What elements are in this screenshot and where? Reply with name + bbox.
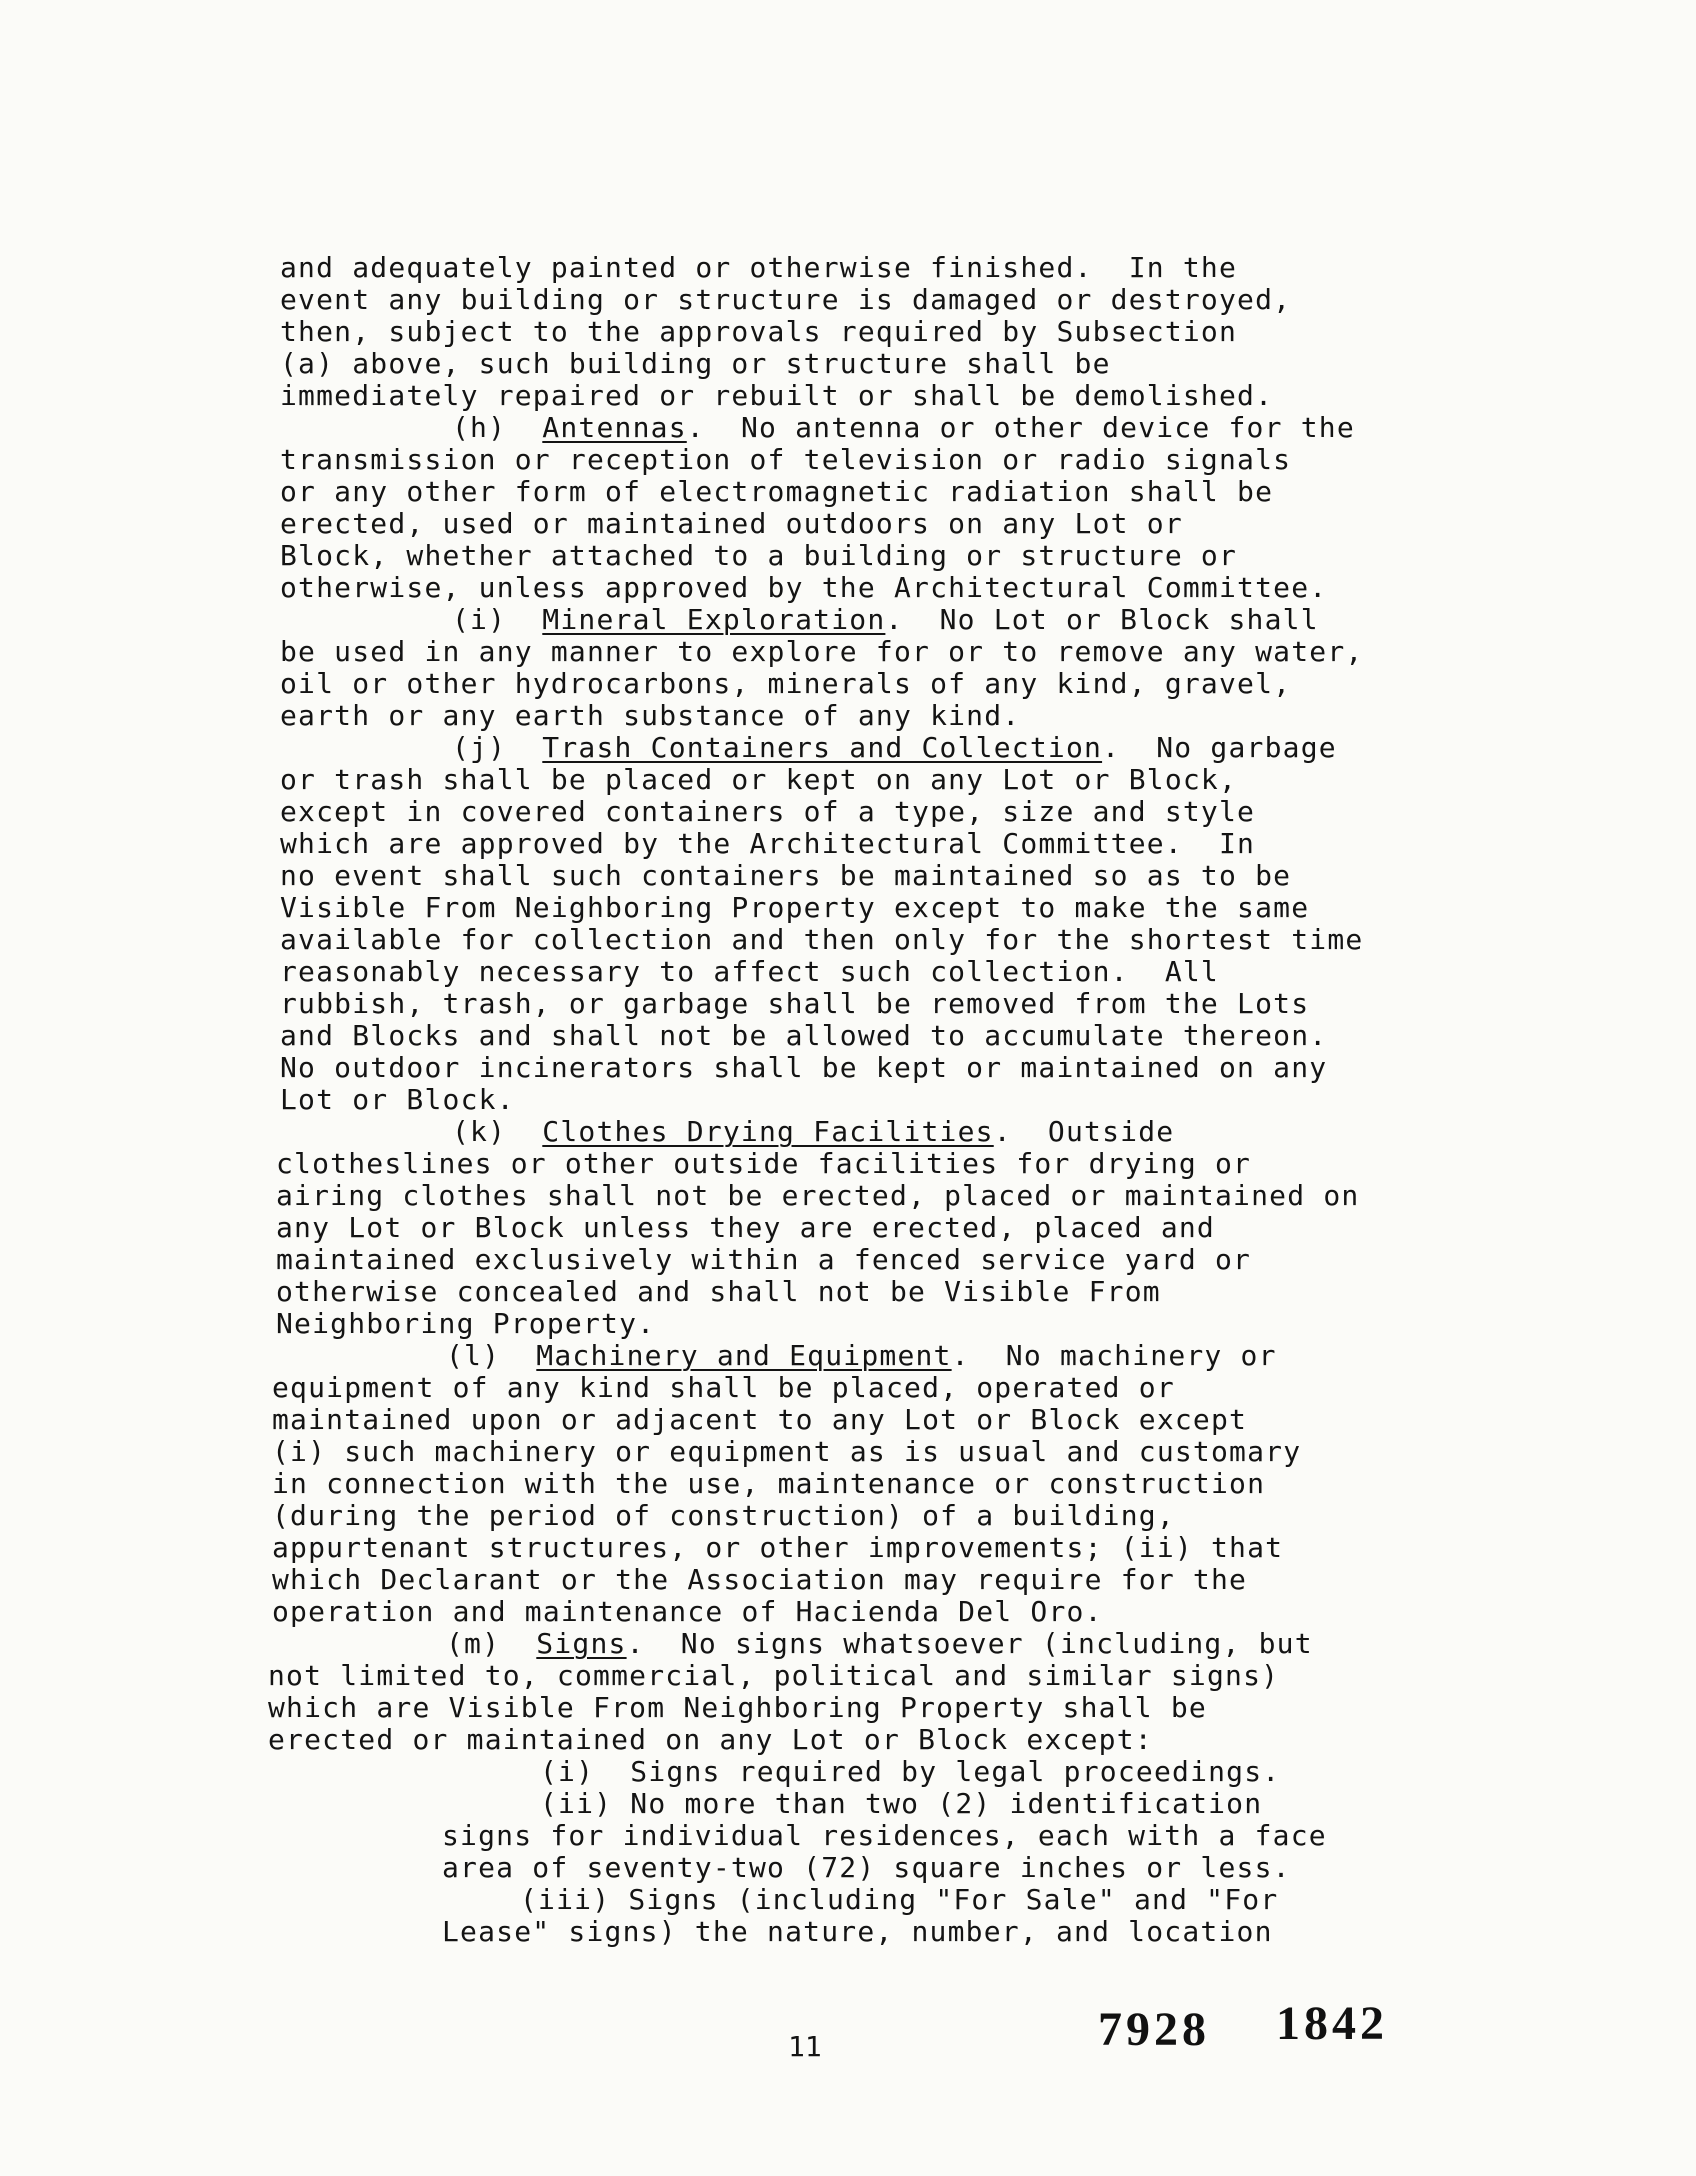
text-line <box>272 1404 1247 1436</box>
line-text: appurtenant structures, or other improvements; (ii) that <box>272 1531 1284 1564</box>
text-line <box>272 1372 1175 1404</box>
line-text: (j) <box>452 731 543 764</box>
text-line <box>280 252 1237 284</box>
text-line <box>280 572 1327 604</box>
line-text: otherwise, unless approved by the Architectural Committee. <box>280 571 1328 604</box>
text-line <box>520 1884 1278 1916</box>
document-code: 7928 <box>1098 2003 1210 2056</box>
text-line <box>272 1596 1103 1628</box>
text-line <box>442 1852 1291 1884</box>
line-text: Visible From Neighboring Property except to make the same <box>280 891 1310 924</box>
line-text: reasonably necessary to affect such collection. All <box>280 955 1219 988</box>
line-text: which are approved by the Architectural Committee. In <box>280 827 1256 860</box>
text-line <box>272 1500 1175 1532</box>
text-line <box>452 1116 1174 1148</box>
text-line <box>280 796 1255 828</box>
text-line <box>272 1532 1283 1564</box>
text-line <box>280 508 1183 540</box>
section-heading: Clothes Drying Facilities <box>542 1115 994 1148</box>
text-line <box>452 604 1319 636</box>
text-line <box>268 1660 1279 1692</box>
line-text: . No antenna or other device for the <box>686 411 1355 444</box>
line-text: . No garbage <box>1102 731 1337 764</box>
line-text: be used in any manner to explore for or to remove any water, <box>280 635 1364 668</box>
line-text: which Declarant or the Association may require for the <box>272 1563 1248 1596</box>
text-line <box>276 1244 1251 1276</box>
line-text: No outdoor incinerators shall be kept or maintained on any <box>280 1051 1328 1084</box>
text-line <box>276 1180 1359 1212</box>
line-text: Neighboring Property. <box>276 1307 656 1340</box>
text-line <box>280 316 1237 348</box>
text-line <box>276 1308 655 1340</box>
line-text: not limited to, commercial, political and similar signs) <box>268 1659 1280 1692</box>
text-line <box>280 764 1237 796</box>
text-line <box>272 1564 1247 1596</box>
line-text: area of seventy-two (72) square inches or less. <box>442 1851 1291 1884</box>
line-text: (ii) No more than two (2) identification <box>540 1787 1263 1820</box>
line-text: Lot or Block. <box>280 1083 515 1116</box>
text-line <box>280 956 1219 988</box>
page-code: 1842 <box>1276 1997 1388 2050</box>
text-line <box>280 668 1291 700</box>
section-heading: Antennas <box>542 411 687 444</box>
text-line <box>280 700 1020 732</box>
line-text: which are Visible From Neighboring Property shall be <box>268 1691 1207 1724</box>
line-text: (a) above, such building or structure shall be <box>280 347 1111 380</box>
line-text: erected, used or maintained outdoors on any Lot or <box>280 507 1183 540</box>
line-text: (i) Signs required by legal proceedings. <box>540 1755 1281 1788</box>
text-line <box>446 1340 1277 1372</box>
text-line <box>268 1724 1153 1756</box>
line-text: no event shall such containers be maintained so as to be <box>280 859 1292 892</box>
line-text: (m) <box>446 1627 537 1660</box>
page-number: 11 <box>788 2030 822 2063</box>
line-text: (i) such machinery or equipment as is usual and customary <box>272 1435 1302 1468</box>
text-line <box>442 1820 1327 1852</box>
line-text: . Outside <box>993 1115 1175 1148</box>
text-line <box>272 1468 1265 1500</box>
line-text: . No machinery or <box>951 1339 1277 1372</box>
line-text: (l) <box>446 1339 537 1372</box>
line-text: immediately repaired or rebuilt or shall be demolished. <box>280 379 1274 412</box>
text-line <box>540 1756 1280 1788</box>
text-line <box>280 924 1363 956</box>
line-text: otherwise concealed and shall not be Visible From <box>276 1275 1161 1308</box>
line-text: then, subject to the approvals required by Subsection <box>280 315 1238 348</box>
line-text: (i) <box>452 603 543 636</box>
text-line <box>280 444 1291 476</box>
line-text: maintained upon or adjacent to any Lot or Block except <box>272 1403 1248 1436</box>
line-text: Block, whether attached to a building or structure or <box>280 539 1238 572</box>
text-line <box>280 892 1309 924</box>
line-text: (h) <box>452 411 543 444</box>
line-text: or any other form of electromagnetic radiation shall be <box>280 475 1274 508</box>
line-text: transmission or reception of television or radio signals <box>280 443 1292 476</box>
line-text: signs for individual residences, each with a face <box>442 1819 1327 1852</box>
text-line <box>452 732 1337 764</box>
text-line <box>268 1692 1207 1724</box>
line-text: available for collection and then only for the shortest time <box>280 923 1364 956</box>
text-line <box>280 284 1291 316</box>
text-line <box>540 1788 1262 1820</box>
line-text: airing clothes shall not be erected, placed or maintained on <box>276 1179 1360 1212</box>
section-heading: Trash Containers and Collection <box>542 731 1103 764</box>
text-line <box>280 476 1273 508</box>
section-heading: Machinery and Equipment <box>536 1339 952 1372</box>
text-line <box>280 348 1111 380</box>
line-text: or trash shall be placed or kept on any Lot or Block, <box>280 763 1238 796</box>
text-line <box>280 1084 515 1116</box>
text-line <box>276 1212 1215 1244</box>
line-text: (iii) Signs (including "For Sale" and "For <box>520 1883 1279 1916</box>
line-text: clotheslines or other outside facilities for drying or <box>276 1147 1252 1180</box>
text-line <box>280 380 1273 412</box>
text-line <box>280 1052 1327 1084</box>
line-text: erected or maintained on any Lot or Block except: <box>268 1723 1153 1756</box>
line-text: rubbish, trash, or garbage shall be removed from the Lots <box>280 987 1310 1020</box>
line-text: oil or other hydrocarbons, minerals of any kind, gravel, <box>280 667 1292 700</box>
line-text: event any building or structure is damaged or destroyed, <box>280 283 1292 316</box>
text-line <box>280 540 1237 572</box>
section-heading: Mineral Exploration <box>542 603 886 636</box>
line-text: operation and maintenance of Hacienda Del Oro. <box>272 1595 1103 1628</box>
text-line <box>446 1628 1313 1660</box>
text-line <box>280 828 1255 860</box>
text-line <box>452 412 1355 444</box>
line-text: except in covered containers of a type, size and style <box>280 795 1256 828</box>
text-line <box>280 636 1363 668</box>
text-line <box>276 1148 1251 1180</box>
line-text: (during the period of construction) of a building, <box>272 1499 1175 1532</box>
line-text: and adequately painted or otherwise finished. In the <box>280 251 1238 284</box>
text-line <box>280 988 1309 1020</box>
text-line <box>280 1020 1327 1052</box>
line-text: . No Lot or Block shall <box>885 603 1319 636</box>
line-text: any Lot or Block unless they are erected, placed and <box>276 1211 1215 1244</box>
line-text: and Blocks and shall not be allowed to accumulate thereon. <box>280 1019 1328 1052</box>
line-text: Lease" signs) the nature, number, and location <box>442 1915 1273 1948</box>
line-text: in connection with the use, maintenance or construction <box>272 1467 1266 1500</box>
section-heading: Signs <box>536 1627 627 1660</box>
line-text: maintained exclusively within a fenced service yard or <box>276 1243 1252 1276</box>
text-line <box>280 860 1291 892</box>
text-line <box>272 1436 1301 1468</box>
line-text: earth or any earth substance of any kind. <box>280 699 1021 732</box>
line-text: . No signs whatsoever (including, but <box>626 1627 1313 1660</box>
line-text: (k) <box>452 1115 543 1148</box>
text-line <box>276 1276 1161 1308</box>
line-text: equipment of any kind shall be placed, operated or <box>272 1371 1175 1404</box>
text-line <box>442 1916 1273 1948</box>
